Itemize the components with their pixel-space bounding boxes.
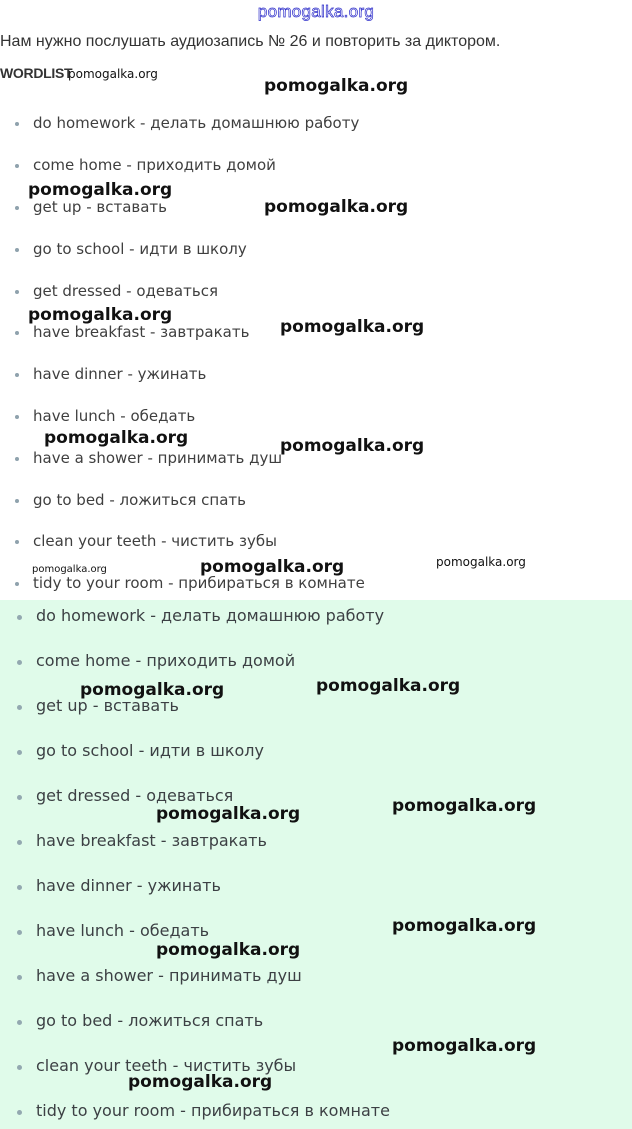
bullet-icon bbox=[17, 750, 22, 755]
watermark: pomogalka.org bbox=[28, 305, 173, 325]
bullet-icon bbox=[17, 705, 22, 710]
bullet-icon bbox=[15, 164, 19, 168]
list-item-text: have lunch - обедать bbox=[36, 921, 210, 940]
bullet-icon bbox=[15, 499, 19, 503]
list-item-text: get up - вставать bbox=[36, 696, 179, 715]
bullet-icon bbox=[17, 930, 22, 935]
bullet-icon bbox=[15, 248, 19, 252]
watermark: pomogalka.org bbox=[156, 940, 301, 960]
watermark: pomogalka.org bbox=[128, 1072, 273, 1092]
bullet-icon bbox=[15, 457, 19, 461]
bullet-icon bbox=[15, 206, 19, 210]
watermark: pomogalka.org bbox=[32, 564, 107, 575]
watermark: pomogalka.org bbox=[28, 180, 173, 200]
list-item-text: clean your teeth - чистить зубы bbox=[36, 1056, 297, 1075]
bullet-icon bbox=[15, 415, 19, 419]
bullet-icon bbox=[17, 885, 22, 890]
bullet-icon bbox=[15, 373, 19, 377]
bullet-icon bbox=[17, 840, 22, 845]
bullet-icon bbox=[17, 660, 22, 665]
list-item-text: have breakfast - завтракать bbox=[33, 323, 250, 341]
watermark: pomogalka.org bbox=[68, 67, 158, 81]
intro-text: Нам нужно послушать аудиозапись № 26 и повторить за диктором. bbox=[0, 33, 501, 50]
watermark: pomogalka.org bbox=[264, 197, 409, 217]
watermark: pomogalka.org bbox=[392, 796, 537, 816]
watermark: pomogalka.org bbox=[200, 557, 345, 577]
watermark: pomogalka.org bbox=[392, 1036, 537, 1056]
list-item-text: go to bed - ложиться спать bbox=[36, 1011, 264, 1030]
watermark: pomogalka.org bbox=[280, 317, 425, 337]
list-item-text: get dressed - одеваться bbox=[36, 786, 234, 805]
list-item-text: get up - вставать bbox=[33, 198, 168, 216]
watermark: pomogalka.org bbox=[44, 428, 189, 448]
list-item-text: go to bed - ложиться спать bbox=[33, 491, 246, 509]
list-item-text: have lunch - обедать bbox=[33, 407, 196, 425]
watermark: pomogalka.org bbox=[280, 436, 425, 456]
list-item-text: come home - приходить домой bbox=[36, 651, 296, 670]
bullet-icon bbox=[17, 1020, 22, 1025]
list-item-text: clean your teeth - чистить зубы bbox=[33, 532, 277, 550]
list-item-text: have dinner - ужинать bbox=[33, 365, 207, 383]
list-item-text: have a shower - принимать душ bbox=[36, 966, 302, 985]
list-item-text: have a shower - принимать душ bbox=[33, 449, 283, 467]
bullet-icon bbox=[17, 795, 22, 800]
watermark: pomogalka.org bbox=[80, 680, 225, 700]
list-item-text: do homework - делать домашнюю работу bbox=[33, 114, 360, 132]
bullet-icon bbox=[17, 975, 22, 980]
watermark: pomogalka.org bbox=[264, 76, 409, 96]
wordlist-title: WORDLIST bbox=[0, 65, 73, 81]
bullet-icon bbox=[15, 331, 19, 335]
bullet-icon bbox=[15, 290, 19, 294]
list-item-text: come home - приходить домой bbox=[33, 156, 276, 174]
bullet-icon bbox=[17, 615, 22, 620]
bullet-icon bbox=[15, 582, 19, 586]
bullet-icon bbox=[15, 540, 19, 544]
list-item-text: have dinner - ужинать bbox=[36, 876, 221, 895]
watermark: pomogalka.org bbox=[392, 916, 537, 936]
list-item-text: go to school - идти в школу bbox=[33, 240, 247, 258]
site-logo[interactable]: pomogalka.org bbox=[257, 2, 375, 21]
list-item-text: do homework - делать домашнюю работу bbox=[36, 606, 385, 625]
bullet-icon bbox=[15, 122, 19, 126]
list-item-text: go to school - идти в школу bbox=[36, 741, 264, 760]
bullet-icon bbox=[17, 1110, 22, 1115]
watermark: pomogalka.org bbox=[436, 555, 526, 569]
watermark: pomogalka.org bbox=[316, 676, 461, 696]
list-item-text: tidy to your room - прибираться в комнате bbox=[36, 1101, 390, 1120]
list-item-text: tidy to your room - прибираться в комнате bbox=[33, 574, 365, 592]
list-item-text: get dressed - одеваться bbox=[33, 282, 218, 300]
bullet-icon bbox=[17, 1065, 22, 1070]
watermark: pomogalka.org bbox=[156, 804, 301, 824]
list-item-text: have breakfast - завтракать bbox=[36, 831, 267, 850]
